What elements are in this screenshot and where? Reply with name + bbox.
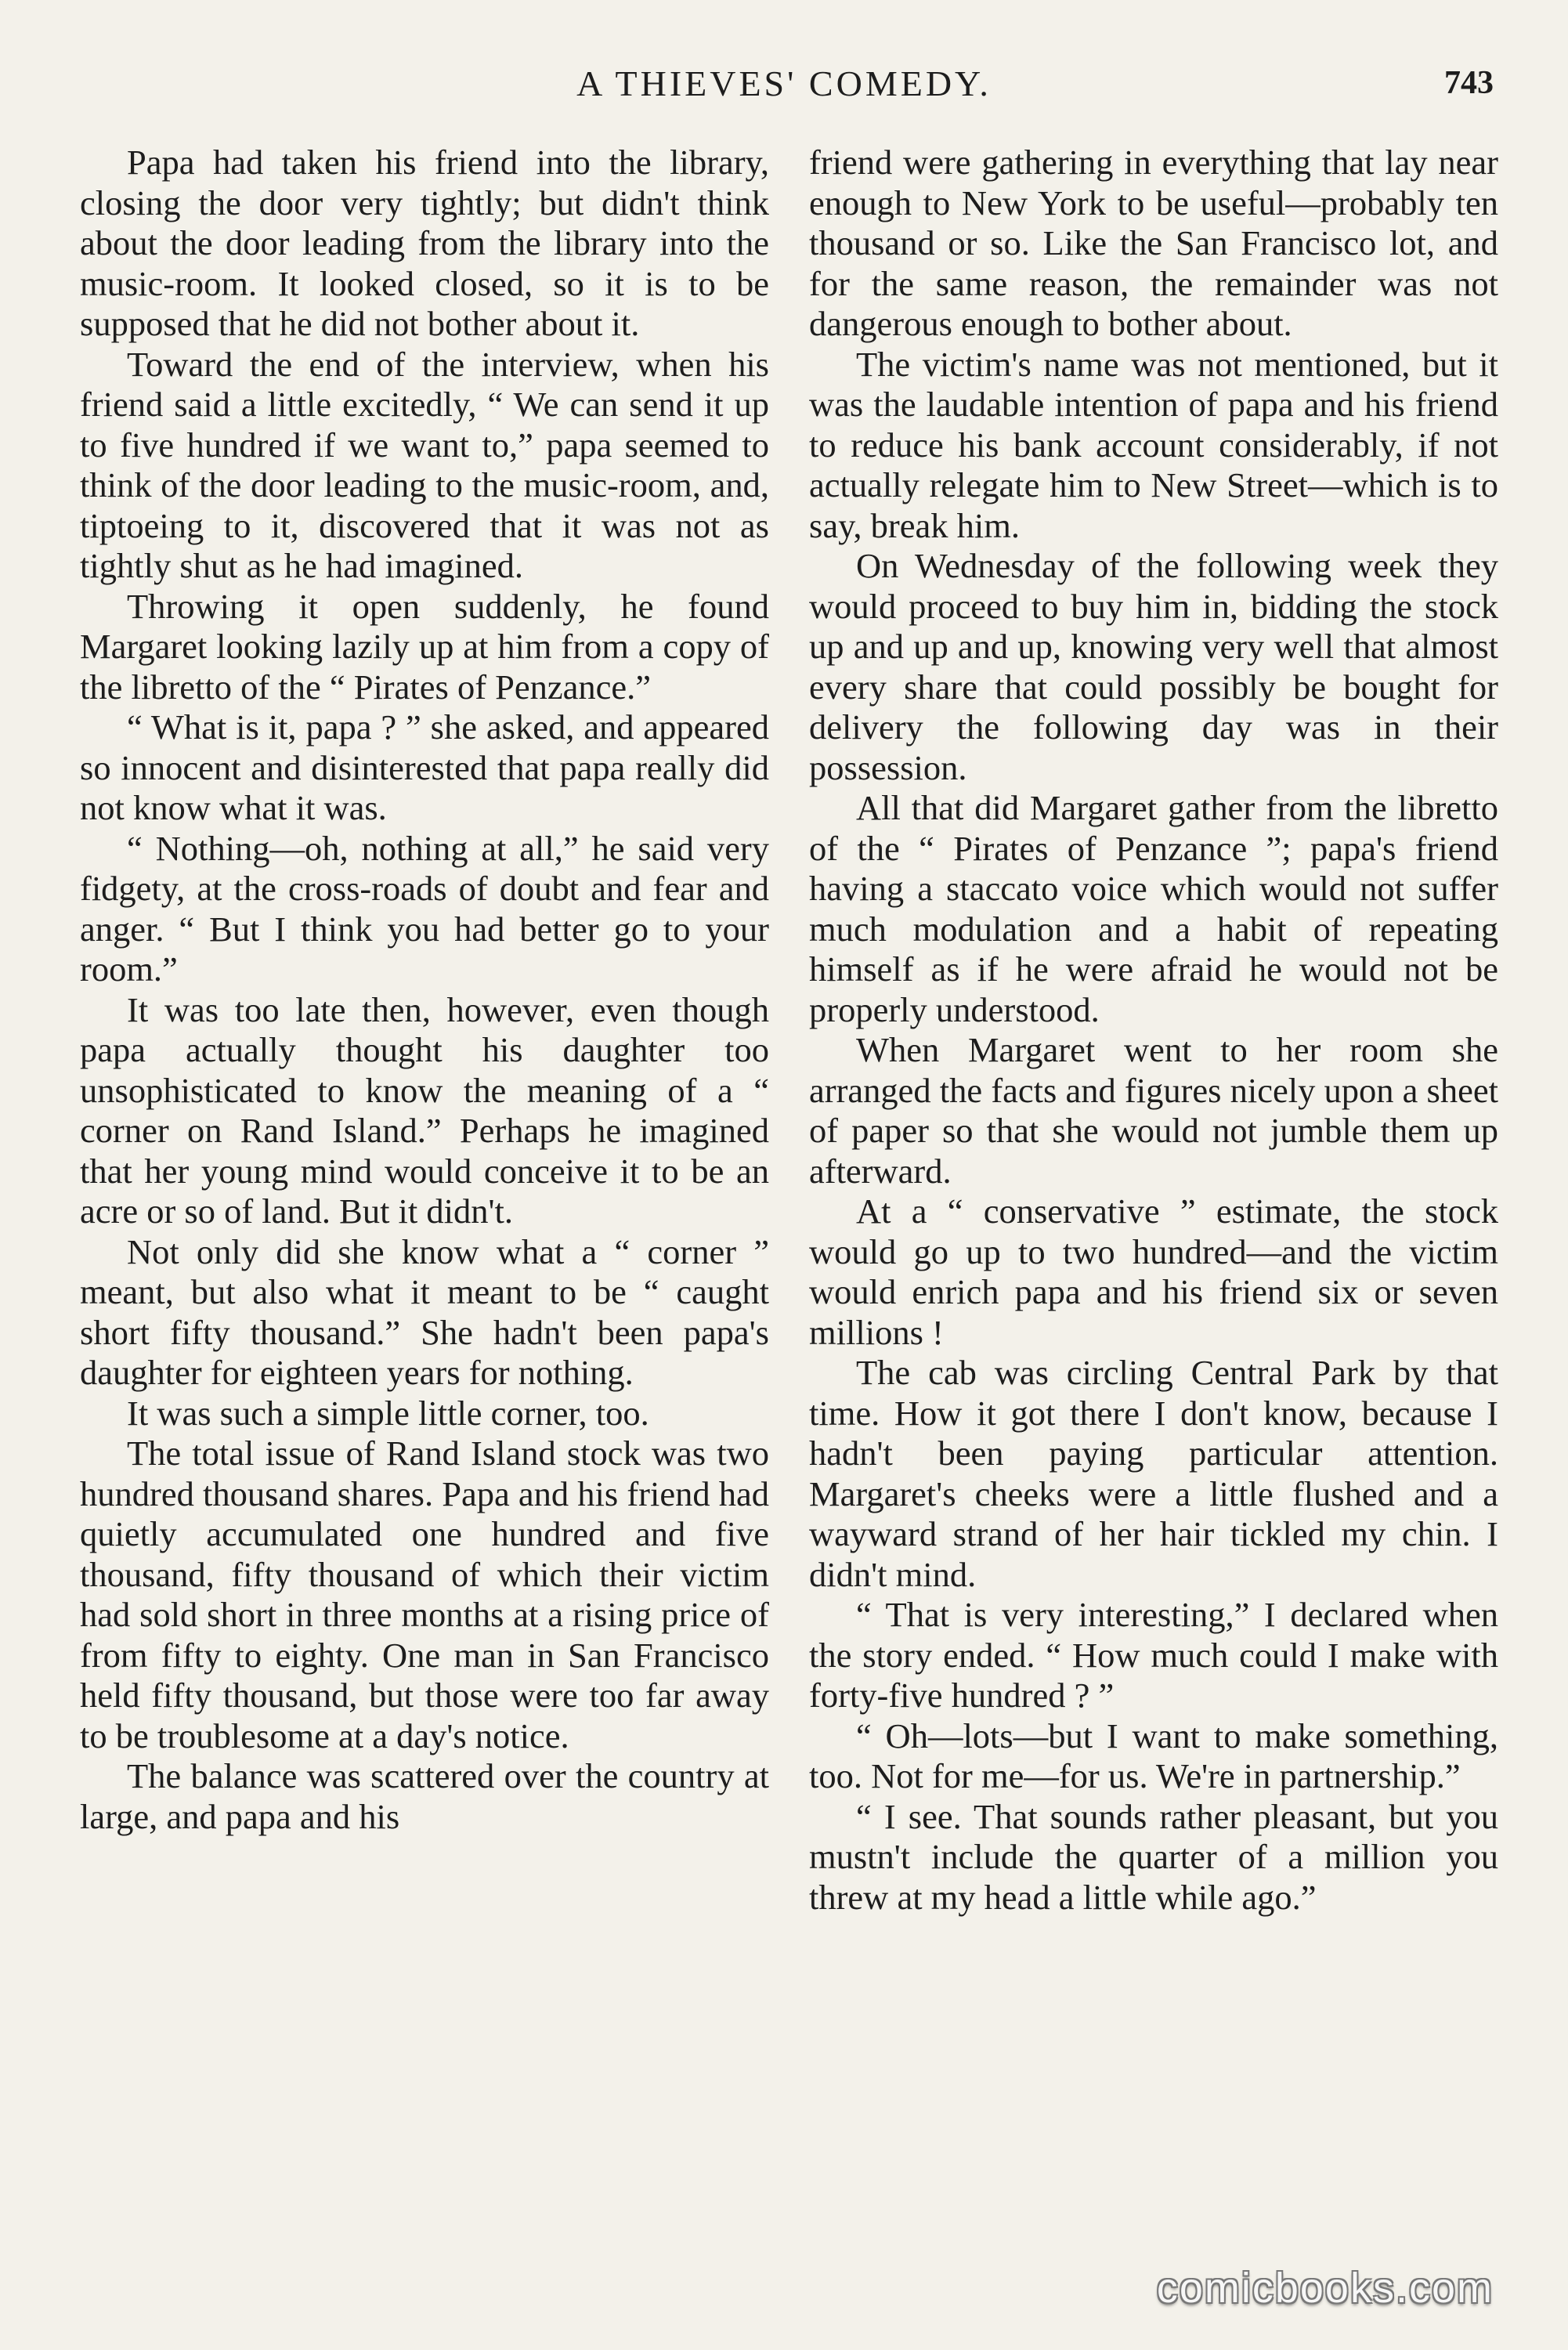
paragraph: “ That is very interesting,” I declared when the story ended. “ How much could I make with forty-five hundred ? ”	[809, 1595, 1498, 1715]
paragraph: The cab was circling Central Park by that time. How it got there I don't know, because I hadn't been paying particular attention. Margaret's cheeks were a little flushed and a wayward strand of her hair tickled my chin. I didn't mind.	[809, 1353, 1498, 1594]
page-number: 743	[1444, 65, 1494, 101]
watermark: comicbooks.com	[1156, 2265, 1494, 2312]
paragraph: Toward the end of the interview, when his friend said a little excitedly, “ We can send it up to five hundred if we want to,” papa seemed to think of the door leading to the music-room, and, tiptoeing to it, discovered that it was not as tightly shut as he had imagined.	[80, 344, 769, 585]
paragraph: Throwing it open suddenly, he found Margaret looking lazily up at him from a copy of the libretto of the “ Pirates of Penzance.”	[80, 586, 769, 707]
paragraph-continued: friend were gathering in everything that lay near enough to New York to be useful—probably ten thousand or so. Like the San Francisco lot, and for the same reason, the remainder was not dangerous enough to bother about.	[809, 143, 1498, 343]
left-column	[80, 143, 769, 1837]
page-header	[0, 63, 1568, 118]
paragraph: It was such a simple little corner, too.	[127, 1393, 649, 1433]
paragraph: The total issue of Rand Island stock was two hundred thousand shares. Papa and his friend had quietly accumulated one hundred and five thousand, fifty thousand of which their victim had sold short in three months at a rising price of from fifty to eighty. One man in San Francisco held fifty thousand, but those were too far away to be troublesome at a day's notice.	[80, 1434, 769, 1755]
paragraph: “ I see. That sounds rather pleasant, but you mustn't include the quarter of a million you threw at my head a little while ago.”	[809, 1796, 1498, 1917]
right-column	[809, 143, 1498, 1918]
paragraph: It was too late then, however, even though papa actually thought his daughter too unsophisticated to know the meaning of a “ corner on Rand Island.” Perhaps he imagined that her young mind would conceive it to be an acre or so of land. But it didn't.	[80, 989, 769, 1231]
paragraph: The victim's name was not mentioned, but it was the laudable intention of papa and his friend to reduce his bank account considerably, if not actually relegate him to New Street—which is to say, break him.	[809, 344, 1498, 545]
running-title: A THIEVES' COMEDY.	[576, 63, 992, 103]
paragraph: Papa had taken his friend into the library, closing the door very tightly; but didn't think about the door leading from the library into the music-room. It looked closed, so it is to be supposed that he did not bother about it.	[80, 143, 769, 343]
paragraph: The balance was scattered over the country at large, and papa and his	[80, 1756, 769, 1836]
paragraph: All that did Margaret gather from the libretto of the “ Pirates of Penzance ”; papa's friend having a staccato voice which would not suffer much modulation and a habit of repeating himself as if he were afraid he would not be properly understood.	[809, 788, 1498, 1029]
paragraph: Not only did she know what a “ corner ” meant, but also what it meant to be “ caught short fifty thousand.” She hadn't been papa's daughter for eighteen years for nothing.	[80, 1231, 769, 1392]
paragraph: On Wednesday of the following week they would proceed to buy him in, bidding the stock up and up and up, knowing very well that almost every share that could possibly be bought for delivery the following day was in their possession.	[809, 546, 1498, 787]
paragraph: At a “ conservative ” estimate, the stock would go up to two hundred—and the victim would enrich papa and his friend six or seven millions !	[809, 1191, 1498, 1352]
paragraph: “ What is it, papa ? ” she asked, and appeared so innocent and disinterested that papa really did not know what it was.	[80, 707, 769, 827]
paragraph: “ Nothing—oh, nothing at all,” he said very fidgety, at the cross-roads of doubt and fear and anger. “ But I think you had better go to your room.”	[80, 828, 769, 989]
paragraph: “ Oh—lots—but I want to make something, too. Not for me—for us. We're in partnership.”	[809, 1716, 1498, 1795]
paragraph: When Margaret went to her room she arranged the facts and figures nicely upon a sheet of paper so that she would not jumble them up afterward.	[809, 1030, 1498, 1191]
